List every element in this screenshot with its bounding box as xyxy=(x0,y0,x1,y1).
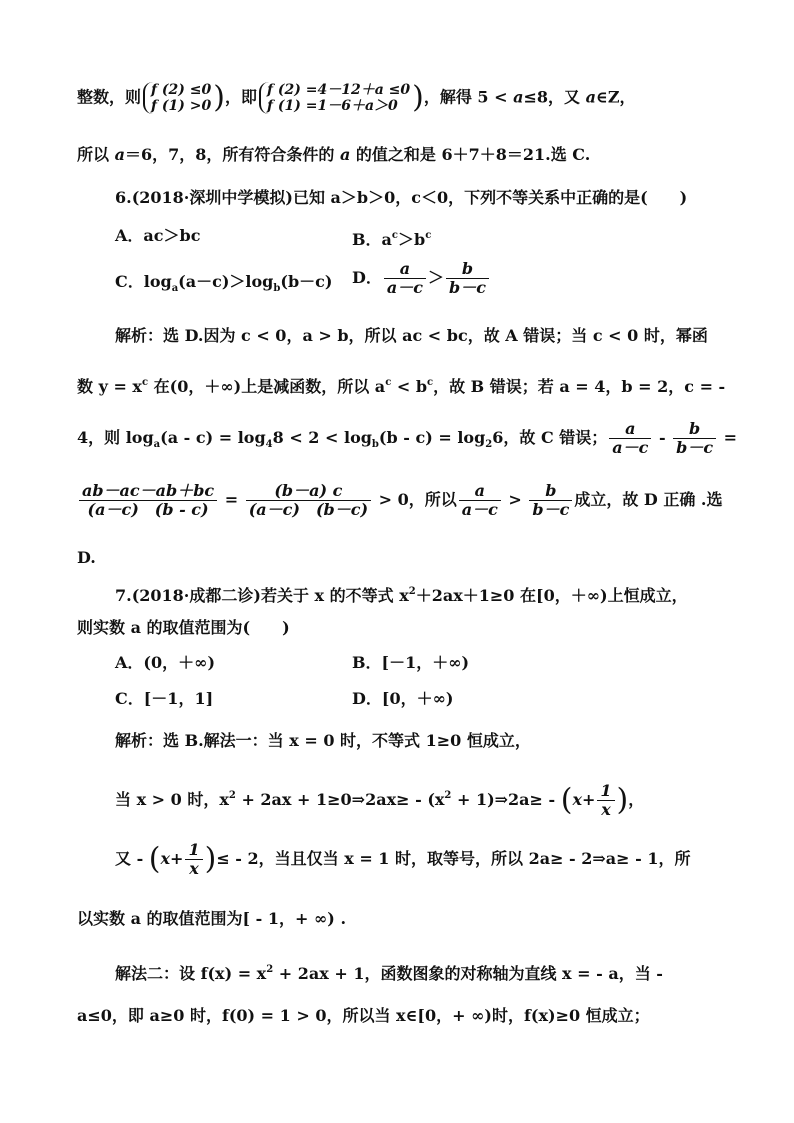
solution-7-line-6: a≤0，即 a≥0 时，f(0) = 1 > 0，所以当 x∈[0，+ ∞)时，f(x)≥0 恒成立； xyxy=(77,1006,650,1025)
solution-6-line-5: D. xyxy=(77,548,96,567)
solution-7-line-2: 当 x > 0 时，$x^2 + 2ax$ + 1≥0⇒2ax≥ - ($x^2$ + 1)⇒2a≥ - (x+ $\frac{1}{x}$ )， xyxy=(115,781,645,819)
solution-6-line-3: 4，则 $\log_a(a - c) = \log_48 < 2 < \log_b(b - c) = \log_26$，故 C 错误； $\frac{a}{a-c}$ - $\frac{b}{b-c}$ = xyxy=(77,419,738,457)
question-7-option-b: B．[－1，＋∞) xyxy=(352,653,470,672)
question-6-stem: 6.(2018·深圳中学模拟)已知 a＞b＞0，c＜0，下列不等关系中正确的是( ) xyxy=(115,188,688,207)
solution-7-line-5: 解法二：设 $f(x) = x^2 + 2ax + 1$，函数图象的对称轴为直线 x = - a，当 - xyxy=(115,964,663,983)
system-1: f (2) ≤0 f (1) >0 xyxy=(143,82,211,114)
solution-7-line-3: 又 - (x+ $\frac{1}{x}$ )≤ - 2，当且仅当 x = 1 时，取等号，所以 2a≥ - 2⇒a≥ - 1，所 xyxy=(115,840,691,878)
fraction: $\frac{1}{x}$ xyxy=(597,782,614,819)
fraction: $\frac{1}{x}$ xyxy=(185,841,202,878)
question-6-option-c: C．$\log_a(a-c)>\log_b(b-c)$ xyxy=(115,272,333,294)
line-1: 整数，则 f (2) ≤0 f (1) >0 )，即 f (2) =4－12＋a ≤0 f (1) =1－6＋a＞0 )，解得 5 < a≤8，又 a∈Z， xyxy=(77,80,636,115)
question-7-option-d: D．[0，＋∞) xyxy=(352,689,454,708)
question-7-option-c: C．[－1，1] xyxy=(115,689,214,708)
fraction: $\frac{a}{a-c}$ xyxy=(459,482,501,519)
system-2: f (2) =4－12＋a ≤0 f (1) =1－6＋a＞0 xyxy=(259,82,410,114)
question-7-stem-1: 7.(2018·成都二诊)若关于 x 的不等式 $x^2+2ax+1\ge 0$ 在[0，＋∞)上恒成立， xyxy=(115,586,688,605)
fraction: $\frac{ab-ac-ab+bc}{(a-c) (b - c)}$ xyxy=(79,482,217,519)
question-6-option-b: B．$a^c>b^c$ xyxy=(352,230,432,249)
question-7-option-a: A．(0，＋∞) xyxy=(115,653,216,672)
solution-7-line-1: 解析：选 B.解法一：当 x = 0 时，不等式 1≥0 恒成立， xyxy=(115,731,531,750)
solution-6-line-4: $\frac{ab-ac-ab+bc}{(a-c) (b - c)}$ = $\frac{(b-a) c}{(a-c) (b-c)}$ > 0，所以 $\frac{a}{a-c}$ > $\frac{b}{b-c}$ 成立，故 D 正确 .选 xyxy=(77,480,723,520)
question-6-option-d: D． $\frac{a}{a-c}$ ＞ $\frac{b}{b-c}$ xyxy=(352,258,491,298)
question-7-stem-2: 则实数 a 的取值范围为( ) xyxy=(77,618,290,637)
fraction: $\frac{b}{b-c}$ xyxy=(673,420,716,457)
fraction: $\frac{a}{a-c}$ xyxy=(609,420,651,457)
question-6-option-a: A．ac＞bc xyxy=(115,226,201,245)
fraction: $\frac{a}{a-c}$ xyxy=(384,260,426,297)
solution-7-line-4: 以实数 a 的取值范围为[ - 1，+ ∞) . xyxy=(77,909,347,928)
solution-6-line-1: 解析：选 D.因为 c < 0，a > b，所以 ac < bc，故 A 错误；当 c < 0 时，幂函 xyxy=(115,326,708,345)
fraction: $\frac{(b-a) c}{(a-c) (b-c)}$ xyxy=(246,482,371,519)
fraction: $\frac{b}{b-c}$ xyxy=(529,482,572,519)
text: 整数，则 xyxy=(77,87,142,107)
solution-6-line-2: 数 $y = x^c$ 在(0，＋∞)上是减函数，所以 $a^c < b^c$，故 B 错误；若 a = 4，b = 2，c = - xyxy=(77,377,726,396)
line-2: 所以 a＝6，7，8，所有符合条件的 a 的值之和是 6＋7＋8＝21.选 C. xyxy=(77,145,591,164)
fraction: $\frac{b}{b-c}$ xyxy=(446,260,489,297)
